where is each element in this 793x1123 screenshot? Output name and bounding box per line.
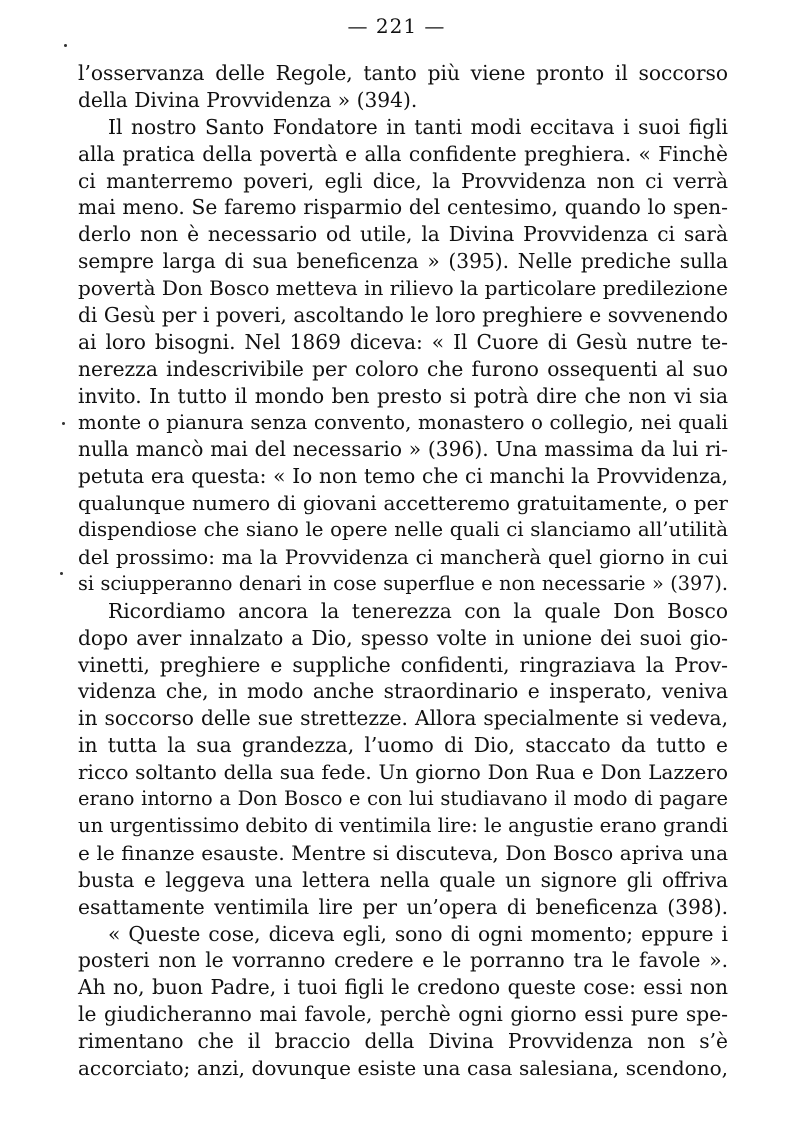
text-line: esattamente ventimila lire per un’opera di beneficenza (398). — [78, 894, 728, 919]
text-line: del prossimo: ma la Provvidenza ci mancherà quel giorno in cui — [78, 545, 728, 570]
text-line: nerezza indescrivibile per coloro che furono ossequenti al suo — [78, 356, 728, 381]
text-line: le giudicheranno mai favole, perchè ogni giorno essi pure spe- — [78, 1002, 728, 1027]
text-line: ci manterremo poveri, egli dice, la Provvidenza non ci verrà — [78, 168, 728, 193]
text-line: povertà Don Bosco metteva in rilievo la particolare predilezione — [78, 276, 729, 301]
text-line: accorciato; anzi, dovunque esiste una casa salesiana, scendono, — [78, 1055, 728, 1080]
text-line: si sciupperanno denari in cose superflue e non necessarie » (397). — [78, 571, 728, 595]
text-line: dopo aver innalzato a Dio, spesso volte in unione dei suoi gio- — [78, 625, 728, 650]
page-number: — 221 — — [347, 14, 446, 38]
text-line: busta e leggeva una lettera nella quale un signore gli offriva — [78, 867, 728, 892]
scan-speck — [64, 44, 67, 47]
text-line: monte o pianura senza convento, monastero o collegio, nei quali — [78, 410, 728, 434]
text-line: l’osservanza delle Regole, tanto più viene pronto il soccorso — [78, 61, 728, 85]
text-line: derlo non è necessario od utile, la Divina Provvidenza ci sarà — [78, 222, 728, 247]
text-line: un urgentissimo debito di ventimila lire: le angustie erano grandi — [78, 813, 728, 837]
text-line: ricco soltanto della sua fede. Un giorno Don Rua e Don Lazzero — [78, 760, 728, 785]
text-line: posteri non le vorranno credere e le porranno tra le favole ». — [78, 948, 728, 973]
text-line: e le finanze esauste. Mentre si discuteva, Don Bosco apriva una — [78, 840, 728, 865]
text-line: videnza che, in modo anche straordinario e insperato, veniva — [78, 679, 728, 704]
text-line: « Queste cose, diceva egli, sono di ogni momento; eppure i — [108, 921, 728, 946]
text-line: vinetti, preghiere e suppliche confidenti, ringraziava la Prov- — [78, 652, 728, 677]
text-line: invito. In tutto il mondo ben presto si potrà dire che non vi sia — [78, 383, 728, 408]
scan-speck — [60, 572, 63, 575]
text-line: in soccorso delle sue strettezze. Allora specialmente si vedeva, — [78, 706, 728, 731]
text-line: Ah no, buon Padre, i tuoi figli le credono queste cose: essi non — [78, 975, 728, 1000]
scan-speck — [62, 422, 65, 425]
text-line: alla pratica della povertà e alla confidente preghiera. « Finchè — [78, 141, 728, 166]
text-line: di Gesù per i poveri, ascoltando le loro preghiere e sovvenendo — [78, 303, 728, 328]
text-line: Ricordiamo ancora la tenerezza con la quale Don Bosco — [108, 598, 728, 623]
text-line: nulla mancò mai del necessario » (396). Una massima da lui ri- — [78, 437, 728, 462]
text-line: ai loro bisogni. Nel 1869 diceva: « Il Cuore di Gesù nutre te- — [78, 329, 728, 354]
text-line: sempre larga di sua beneficenza » (395). Nelle prediche sulla — [78, 249, 728, 274]
text-line: Il nostro Santo Fondatore in tanti modi eccitava i suoi figli — [108, 114, 728, 139]
text-line: mai meno. Se faremo risparmio del centesimo, quando lo spen- — [78, 195, 728, 220]
text-line: in tutta la sua grandezza, l’uomo di Dio, staccato da tutto e — [78, 733, 728, 758]
text-line: rimentano che il braccio della Divina Provvidenza non s’è — [78, 1029, 728, 1054]
text-line: qualunque numero di giovani accetteremo gratuitamente, o per — [78, 491, 728, 516]
body-text — [78, 60, 728, 1082]
text-line: petuta era questa: « Io non temo che ci manchi la Provvidenza, — [78, 464, 728, 489]
text-line: erano intorno a Don Bosco e con lui studiavano il modo di pagare — [78, 787, 728, 811]
text-line: della Divina Provvidenza » (394). — [78, 87, 418, 112]
text-line: dispendiose che siano le opere nelle quali ci slanciamo all’utilità — [78, 518, 728, 542]
